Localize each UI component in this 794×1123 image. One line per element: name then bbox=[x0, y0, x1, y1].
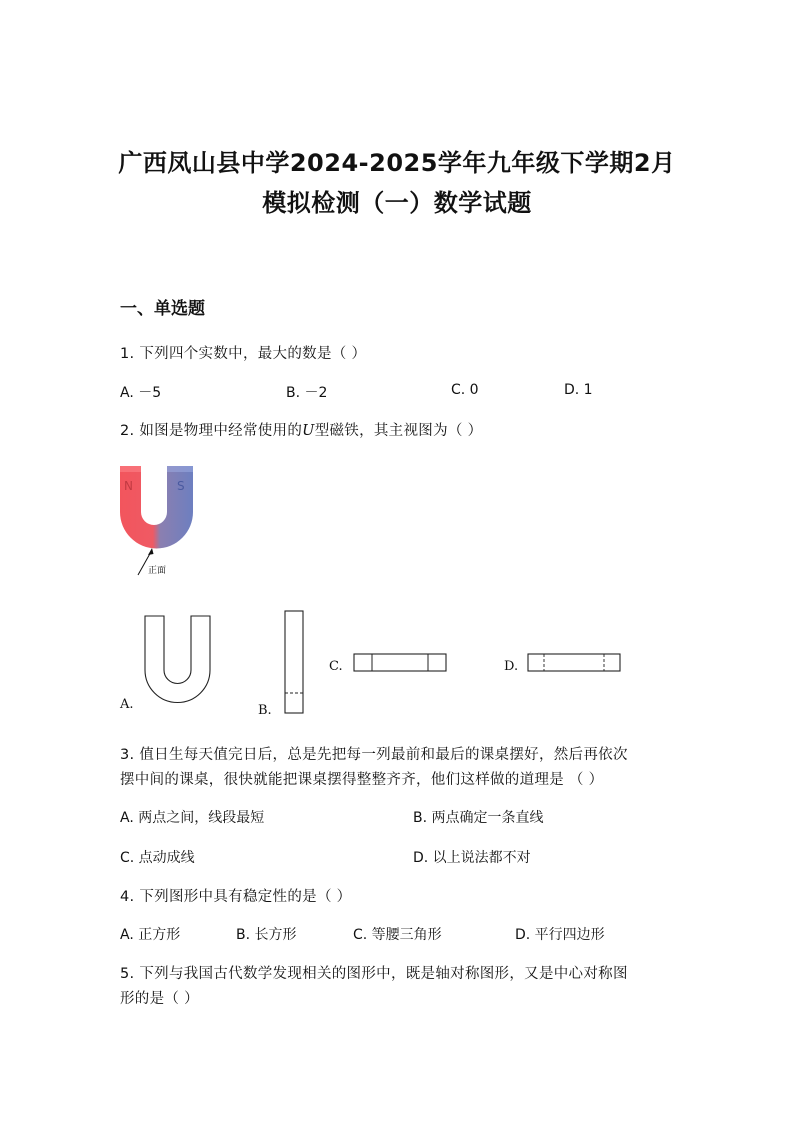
q2-option-c-label: C. bbox=[329, 659, 343, 674]
q1-option-d: D. 1 bbox=[564, 382, 593, 398]
q4-option-a: A. 正方形 bbox=[120, 927, 181, 943]
q4-option-c: C. 等腰三角形 bbox=[353, 927, 442, 943]
q3-option-d: D. 以上说法都不对 bbox=[413, 850, 531, 866]
q2-stem-post: 型磁铁，其主视图为（ ） bbox=[314, 423, 483, 439]
question-5-line1: 5. 下列与我国古代数学发现相关的图形中，既是轴对称图形，又是中心对称图 bbox=[120, 966, 628, 982]
q3-option-c: C. 点动成线 bbox=[120, 850, 195, 866]
magnet-s-label: S bbox=[177, 479, 185, 493]
q2-stem-pre: 2. 如图是物理中经常使用的 bbox=[120, 423, 303, 439]
q1-option-c: C. 0 bbox=[451, 382, 479, 398]
q3-option-a: A. 两点之间，线段最短 bbox=[120, 810, 265, 826]
question-3-line2: 摆中间的课桌，很快就能把课桌摆得整整齐齐，他们这样做的道理是 （ ） bbox=[120, 772, 604, 788]
question-2-stem bbox=[120, 419, 482, 440]
q2-option-a-label: A. bbox=[120, 697, 134, 712]
u-magnet-figure bbox=[115, 462, 215, 577]
q2-option-c-figure bbox=[352, 652, 448, 674]
front-label: 正面 bbox=[148, 566, 167, 576]
q2-option-b-figure bbox=[283, 609, 307, 715]
section-heading: 一、单选题 bbox=[120, 299, 205, 319]
question-1-stem: 1. 下列四个实数中，最大的数是（ ） bbox=[120, 346, 367, 362]
q2-option-b-label: B. bbox=[258, 703, 272, 718]
q4-option-b: B. 长方形 bbox=[236, 927, 297, 943]
doc-title-line1: 广西凤山县中学2024-2025学年九年级下学期2月 bbox=[118, 149, 676, 177]
magnet-n-label: N bbox=[124, 479, 133, 493]
q2-option-a-figure bbox=[140, 614, 215, 714]
question-3-line1: 3. 值日生每天值完日后，总是先把每一列最前和最后的课桌摆好，然后再依次 bbox=[120, 747, 628, 763]
doc-title-line2: 模拟检测（一）数学试题 bbox=[262, 189, 532, 217]
q2-option-d-label: D. bbox=[504, 659, 519, 674]
q4-option-d: D. 平行四边形 bbox=[515, 927, 605, 943]
q2-stem-variable: U bbox=[302, 423, 315, 439]
q1-option-a: A. －5 bbox=[120, 385, 162, 401]
q2-option-d-figure bbox=[526, 652, 622, 674]
front-arrow-head bbox=[148, 548, 154, 555]
question-4-stem: 4. 下列图形中具有稳定性的是（ ） bbox=[120, 889, 352, 905]
q1-option-b: B. －2 bbox=[286, 385, 328, 401]
question-5-line2: 形的是（ ） bbox=[120, 991, 199, 1007]
q3-option-b: B. 两点确定一条直线 bbox=[413, 810, 544, 826]
